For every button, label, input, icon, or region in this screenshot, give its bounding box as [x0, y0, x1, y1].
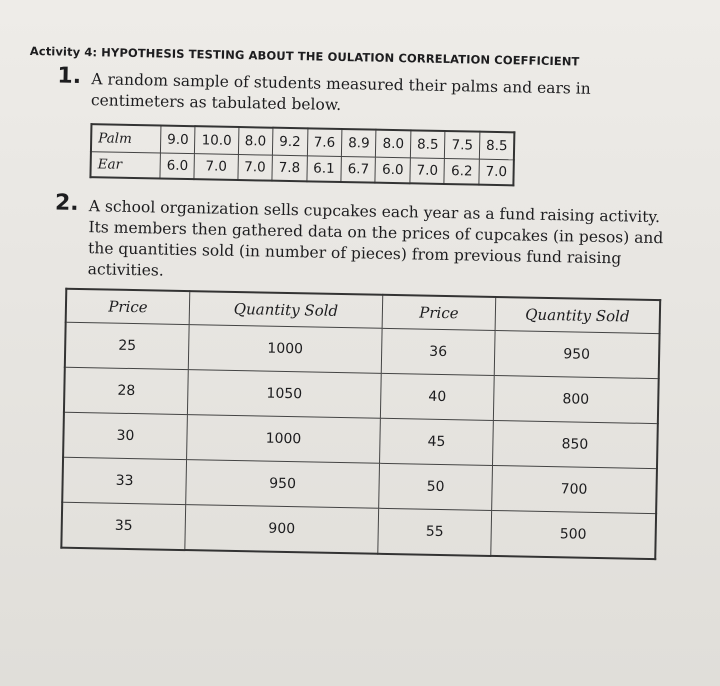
- price-cell: 36: [381, 328, 495, 375]
- question-2-text: A school organization sells cupcakes each year as a fund raising activity. Its members then gathered data on the prices of cupcakes (in pesos) and the quantities sold (in number of pieces) from previous fund raising activities.: [87, 197, 664, 280]
- quantity-cell: 500: [491, 510, 656, 559]
- question-2-number: 2.: [54, 190, 79, 216]
- question-1-text: A random sample of students measured their palms and ears in centimeters as tabulated below.: [90, 70, 591, 114]
- price-cell: 25: [65, 322, 189, 369]
- palm-ear-table: [89, 123, 515, 186]
- ear-cell: 6.7: [341, 156, 376, 182]
- quantity-cell: 800: [493, 375, 658, 423]
- worksheet: [20, 44, 680, 560]
- palm-cell: 8.9: [341, 129, 376, 157]
- ear-cell: 7.0: [194, 154, 238, 180]
- price-cell: 55: [378, 508, 492, 556]
- price-cell: 50: [379, 463, 493, 510]
- quantity-header: Quantity Sold: [189, 291, 383, 328]
- ear-cell: 7.0: [479, 159, 514, 185]
- cupcake-table: [60, 288, 661, 560]
- palm-cell: 8.0: [376, 130, 411, 158]
- ear-cell: 7.0: [410, 158, 445, 184]
- question-1: [29, 63, 680, 122]
- price-cell: 35: [61, 502, 185, 550]
- palm-cell: 9.2: [272, 128, 307, 156]
- price-cell: 28: [64, 367, 188, 414]
- palm-cell: 8.5: [410, 130, 445, 158]
- quantity-cell: 950: [494, 330, 659, 378]
- palm-label: Palm: [91, 124, 161, 153]
- palm-cell: 7.5: [445, 131, 480, 159]
- palm-cell: 8.5: [479, 132, 515, 160]
- palm-cell: 10.0: [195, 126, 239, 154]
- ear-cell: 6.1: [306, 156, 341, 182]
- question-2: [25, 190, 676, 291]
- ear-cell: 7.8: [272, 155, 307, 181]
- palm-cell: 8.0: [238, 127, 273, 155]
- quantity-cell: 950: [186, 460, 380, 509]
- ear-label: Ear: [90, 152, 160, 179]
- quantity-cell: 1000: [188, 325, 382, 374]
- price-header: Price: [66, 289, 190, 325]
- ear-cell: 6.2: [444, 158, 479, 184]
- price-cell: 40: [380, 373, 494, 420]
- ear-cell: 6.0: [160, 153, 195, 179]
- palm-cell: 7.6: [307, 128, 342, 156]
- price-cell: 30: [63, 412, 187, 459]
- ear-cell: 6.0: [375, 157, 410, 183]
- quantity-cell: 1050: [187, 370, 381, 419]
- quantity-header: Quantity Sold: [495, 297, 660, 334]
- question-1-number: 1.: [57, 63, 82, 89]
- ear-cell: 7.0: [237, 155, 272, 181]
- price-header: Price: [382, 295, 496, 331]
- palm-cell: 9.0: [160, 126, 195, 154]
- price-cell: 45: [380, 418, 494, 465]
- quantity-cell: 1000: [187, 415, 381, 464]
- price-cell: 33: [62, 457, 186, 504]
- quantity-cell: 900: [185, 505, 379, 554]
- quantity-cell: 700: [492, 465, 657, 513]
- quantity-cell: 850: [492, 420, 657, 468]
- activity-title: Activity 4: HYPOTHESIS TESTING ABOUT THE OULATION CORRELATION COEFFICIENT: [29, 44, 580, 69]
